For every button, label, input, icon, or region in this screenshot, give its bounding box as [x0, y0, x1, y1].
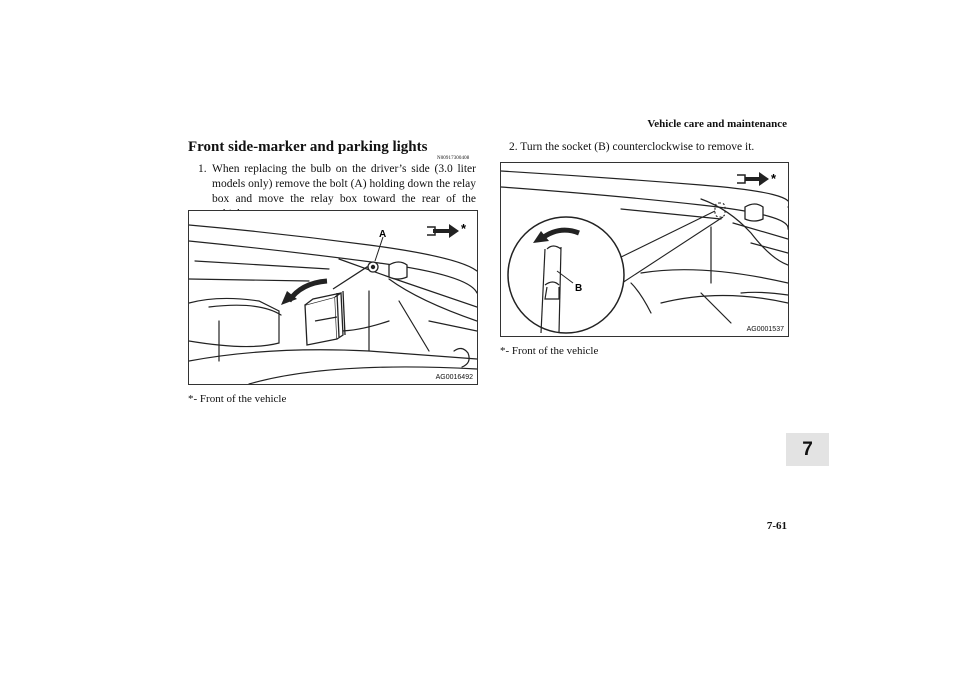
fig2-label-b: B: [575, 283, 583, 294]
page-number: 7-61: [766, 520, 787, 532]
fig1-label-a: A: [379, 229, 387, 240]
step-2: [509, 141, 754, 153]
step-2-text: Turn the socket (B) counterclockwise to remove it.: [520, 141, 755, 153]
step-2-number: 2.: [509, 141, 518, 153]
relay-box-illustration: [189, 211, 477, 384]
figure-note: *- Front of the vehicle: [188, 393, 287, 405]
fig2-marker: *: [771, 171, 777, 186]
chapter-tab: 7: [786, 433, 829, 466]
figure-relay-box: [188, 210, 478, 385]
fig1-marker: *: [461, 221, 467, 236]
figure-code: AG0001537: [746, 326, 784, 333]
figure-socket: [500, 162, 789, 337]
section-code: N00917300408: [437, 156, 470, 161]
figure-code: AG0016492: [435, 374, 473, 381]
figure-note: *- Front of the vehicle: [500, 345, 599, 357]
step-1-text: When replacing the bulb on the driver’s side (3.0 liter models only) remove the bolt (A) holding down the relay box and move the relay box toward the rear of the: [212, 163, 476, 205]
step-1-number: 1.: [198, 163, 207, 175]
section-title: Front side-marker and parking lights: [188, 139, 428, 155]
socket-illustration: [501, 163, 788, 336]
running-head: Vehicle care and maintenance: [647, 118, 787, 130]
